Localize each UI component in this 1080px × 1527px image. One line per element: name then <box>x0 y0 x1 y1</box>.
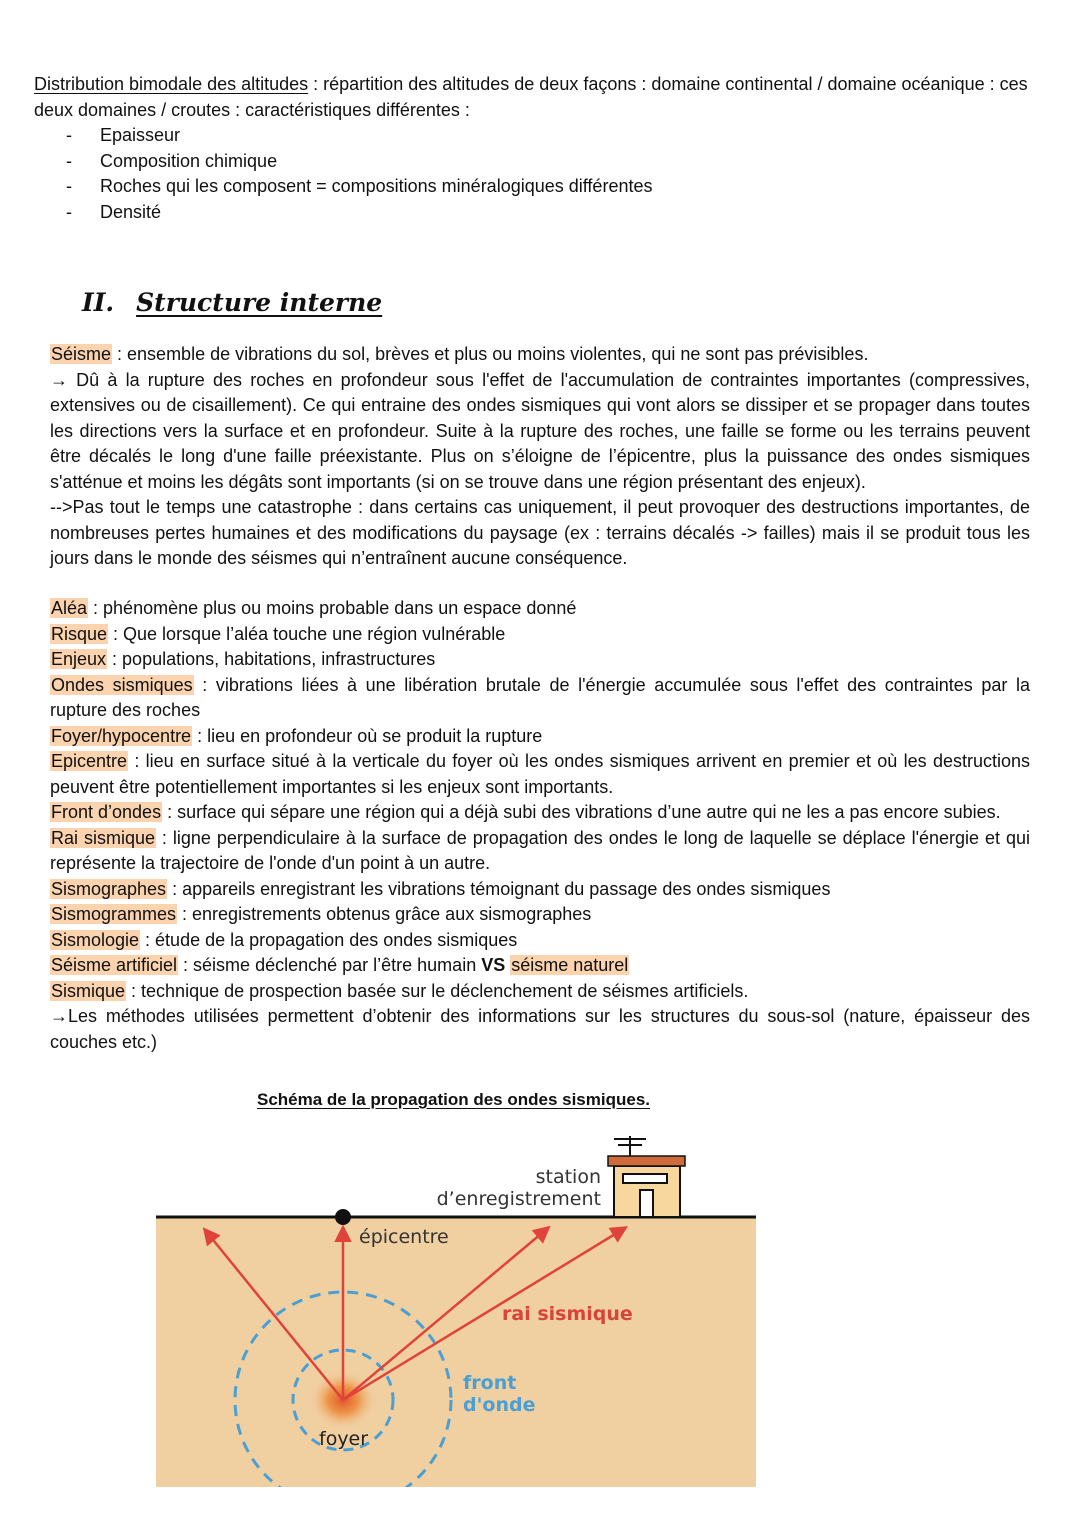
seisme-note: -->Pas tout le temps une catastrophe : dans certains cas uniquement, il peut provoquer des destructions importantes, de nombreuses pertes humaines et des modifications du paysage (ex : terrains décalés -> failles) mais il se produit tous les jours dans le monde des séismes qui n’entraînent aucune conséquence. <box>50 497 1030 568</box>
epicentre-dot <box>335 1209 351 1225</box>
intro-term: Distribution bimodale des altitudes <box>34 74 309 94</box>
foyer-label: foyer <box>319 1428 369 1450</box>
definition-term: Sismographes <box>51 878 167 899</box>
definition-text: : Que lorsque l’aléa touche une région vulnérable <box>108 623 506 644</box>
seisme-definition-text: : ensemble de vibrations du sol, brèves et plus ou moins violentes, qui ne sont pas prévisibles. <box>112 344 869 364</box>
list-item: - Composition chimique <box>34 149 1049 175</box>
definition-term: Aléa <box>51 598 88 618</box>
seisme-explanation: → Dû à la rupture des roches en profondeur sous l'effet de l'accumulation de contraintes importantes (compressives, extensives ou de cisaillement). Ce qui entraine des ondes sismiques qui vont alors se dissiper et se propager dans toutes les directions vers la surface et en profondeur. Suite à la rupture des roches, une faille se forme ou les terrains peuvent être décalés le long d'une faille préexistante. Plus on s’éloigne de l’épicentre, plus la puissance des ondes sismiques s'atténue et moins les dégâts sont importants (si on se trouve dans une région présentant des enjeux). <box>50 369 1030 492</box>
definition-term: Enjeux <box>51 649 107 669</box>
definition-term: Sismogrammes <box>51 904 177 924</box>
definition-text: : technique de prospection basée sur le déclenchement de séismes artificiels. <box>126 980 749 1001</box>
definition-term: Epicentre <box>51 751 128 771</box>
definition-term: Front d’ondes <box>51 802 162 822</box>
section-number: II. <box>82 288 115 317</box>
front-label-line2: d'onde <box>463 1394 536 1416</box>
definition-text: : étude de la propagation des ondes sismiques <box>140 929 518 950</box>
seisme-term: Séisme <box>51 344 112 364</box>
epicentre-label: épicentre <box>359 1226 449 1248</box>
station-label-line2: d’enregistrement <box>436 1188 601 1210</box>
station-house-icon <box>608 1136 685 1217</box>
definition-text: : appareils enregistrant les vibrations témoignant du passage des ondes sismiques <box>167 878 831 899</box>
definition-text: : séisme déclenché par l’être humain <box>178 955 482 975</box>
rai-sismique-label: rai sismique <box>502 1303 633 1325</box>
ground-clip <box>0 1487 1080 1527</box>
definition-text: : ligne perpendiculaire à la surface de propagation des ondes le long de laquelle se déplace l'énergie et qui représente la trajectoire de l'onde d'un point à un autre. <box>50 827 1030 873</box>
definition-term: Sismique <box>51 980 126 1001</box>
definition-term: Risque <box>51 623 108 644</box>
definition-text: : surface qui sépare une région qui a déjà subi des vibrations d’une autre qui ne les a pas encore subies. <box>162 802 1001 822</box>
intro-text: : répartition des altitudes de deux façons : domaine continental / domaine océanique : ces deux domaines / croutes : caractéristiques différentes : <box>34 74 1028 120</box>
definition-term: Foyer/hypocentre <box>51 725 192 746</box>
definition-term: Sismologie <box>51 929 140 950</box>
definition-text: : populations, habitations, infrastructures <box>107 649 436 669</box>
definition-text: : lieu en profondeur où se produit la rupture <box>192 725 543 746</box>
list-item: - Roches qui les composent = compositions minéralogiques différentes <box>34 174 1049 200</box>
definition-term: Rai sismique <box>51 827 155 848</box>
list-item: - Densité <box>34 200 1049 226</box>
section-title: Structure interne <box>136 288 383 317</box>
definition-term: Séisme artificiel <box>51 955 178 975</box>
versus-text: VS <box>481 955 506 975</box>
definition-text: : phénomène plus ou moins probable dans un espace donné <box>88 598 577 618</box>
station-label-line1: station <box>535 1166 601 1188</box>
definition-text: : vibrations liées à une libération brutale de l'énergie accumulée sous l'effet des contraintes par la rupture des roches <box>50 674 1030 720</box>
methods-note: →Les méthodes utilisées permettent d’obtenir des informations sur les structures du sous-sol (nature, épaisseur des couches etc.) <box>50 1006 1030 1052</box>
definition-term: Ondes sismiques <box>51 674 193 695</box>
list-item: - Epaisseur <box>34 123 1049 149</box>
diagram-title: Schéma de la propagation des ondes sismiques. <box>257 1090 651 1109</box>
definition-text: : lieu en surface situé à la verticale du foyer où les ondes sismiques arrivent en premier et où les destructions peuvent être potentiellement importantes si les enjeux sont importants. <box>50 751 1030 797</box>
definition-text: : enregistrements obtenus grâce aux sismographes <box>177 904 592 924</box>
front-label-line1: front <box>463 1372 517 1394</box>
definition-term-secondary: séisme naturel <box>511 955 629 975</box>
